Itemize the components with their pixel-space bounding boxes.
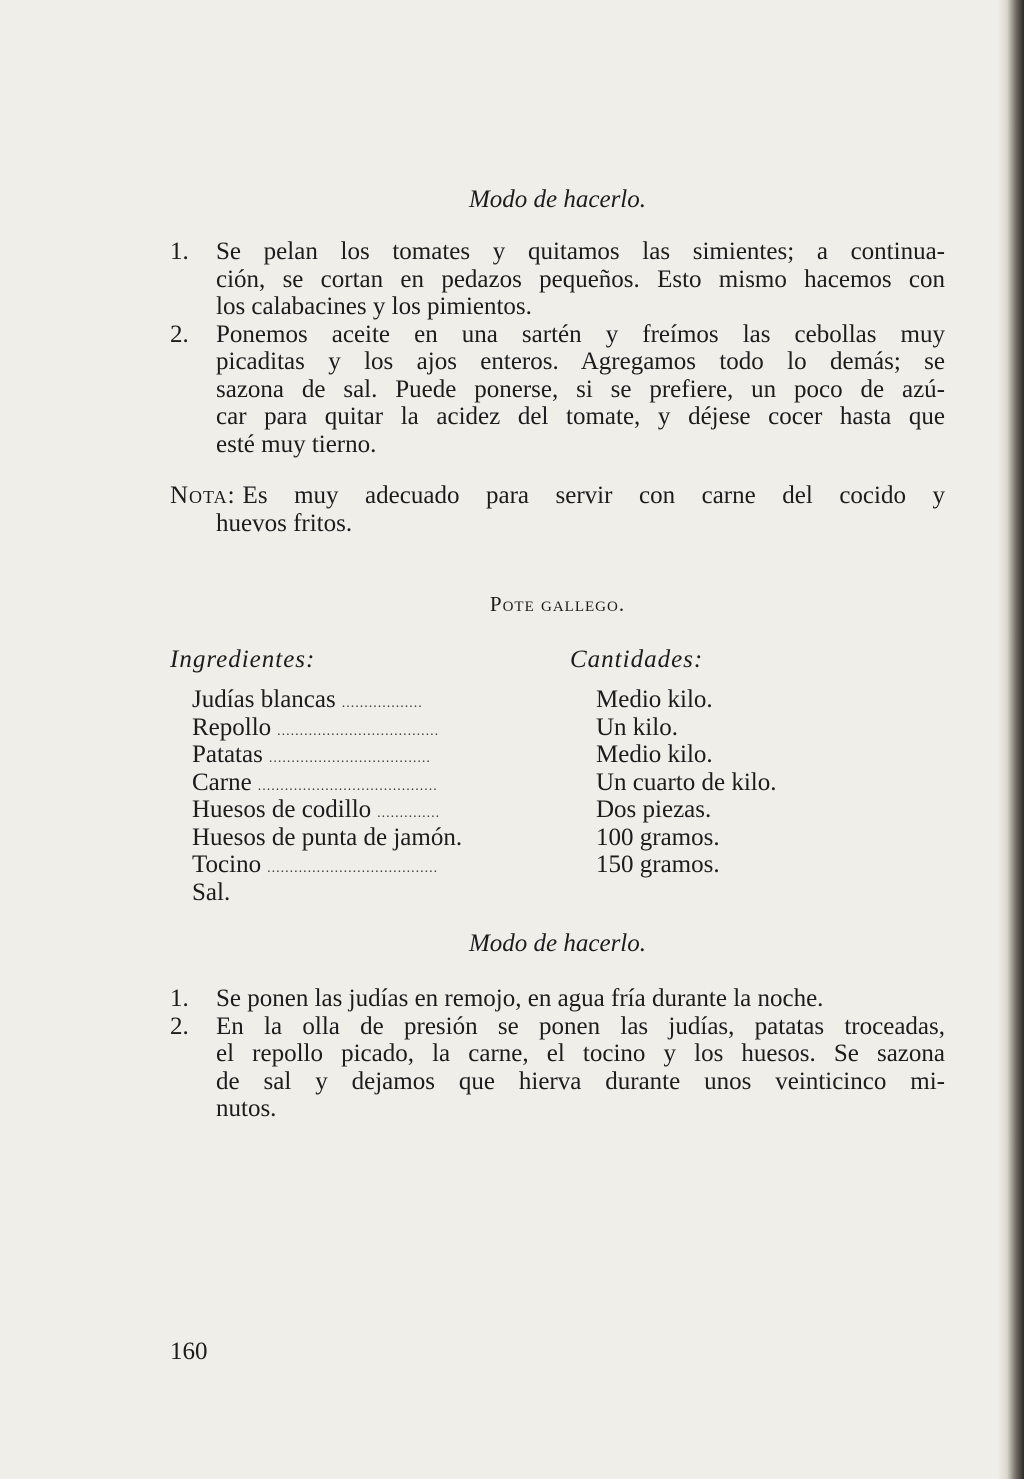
ingredient-item bbox=[192, 714, 542, 742]
ingredients-list bbox=[192, 686, 542, 906]
instruction-step-1 bbox=[170, 238, 945, 321]
ingredient-name: Carne bbox=[192, 769, 258, 796]
quantity-item: Medio kilo. bbox=[596, 741, 713, 768]
ingredient-item bbox=[192, 796, 542, 824]
ingredient-item bbox=[192, 686, 542, 714]
quantity-item: Medio kilo. bbox=[596, 686, 713, 713]
step-number: 1. bbox=[170, 985, 189, 1012]
instructions-list-2 bbox=[170, 985, 945, 1123]
page-number: 160 bbox=[170, 1338, 208, 1365]
step-line: sazona de sal. Puede ponerse, si se prefiere, un poco de azú- bbox=[216, 375, 945, 403]
ingredient-item bbox=[192, 741, 542, 769]
quantities-header: Cantidades: bbox=[570, 646, 704, 673]
section-heading-modo-2: Modo de hacerlo. bbox=[468, 930, 647, 957]
step-line: Se pelan los tomates y quitamos las simientes; a continua- bbox=[216, 238, 945, 265]
ingredient-name: Huesos de punta de jamón. bbox=[192, 824, 468, 851]
ingredients-header: Ingredientes: bbox=[170, 646, 316, 673]
ingredient-name: Huesos de codillo bbox=[192, 796, 377, 823]
section-heading-modo-1: Modo de hacerlo. bbox=[468, 186, 647, 213]
step-line: Se ponen las judías en remojo, en agua fría durante la noche. bbox=[216, 985, 824, 1012]
quantity-item: 150 gramos. bbox=[596, 851, 720, 878]
instruction-step-2 bbox=[170, 321, 945, 459]
dot-leader: ........................................ bbox=[257, 778, 438, 794]
note-line-1 bbox=[170, 482, 945, 510]
note-paragraph bbox=[170, 482, 945, 537]
quantity-item: Un cuarto de kilo. bbox=[596, 768, 777, 796]
instruction-step-1 bbox=[170, 985, 945, 1013]
ingredient-name: Tocino bbox=[192, 851, 267, 878]
ingredient-name: Repollo bbox=[192, 714, 277, 741]
step-line: car para quitar la acidez del tomate, y déjese cocer hasta que bbox=[216, 403, 945, 430]
quantity-item: Un kilo. bbox=[596, 713, 678, 741]
quantity-item: 100 gramos. bbox=[596, 823, 720, 851]
dot-leader: .................................... bbox=[268, 751, 431, 766]
step-line: el repollo picado, la carne, el tocino y los huesos. Se sazona bbox=[216, 1040, 945, 1067]
ingredient-name: Judías blancas bbox=[192, 686, 342, 713]
page-content bbox=[170, 0, 945, 1479]
ingredient-item bbox=[192, 769, 542, 797]
step-line: nutos. bbox=[216, 1095, 277, 1122]
instruction-step-2 bbox=[170, 1013, 945, 1123]
note-line-2: huevos fritos. bbox=[216, 509, 353, 537]
step-number: 2. bbox=[170, 320, 189, 348]
step-line: esté muy tierno. bbox=[216, 430, 377, 458]
ingredient-item bbox=[192, 824, 542, 852]
note-label: Nota: bbox=[170, 482, 236, 509]
quantity-item: Dos piezas. bbox=[596, 796, 712, 823]
recipe-title: Pote gallego. bbox=[489, 592, 626, 616]
ingredient-item bbox=[192, 851, 542, 879]
step-line: Ponemos aceite en una sartén y freímos las cebollas muy bbox=[216, 320, 945, 348]
ingredient-name: Patatas bbox=[192, 741, 269, 768]
step-line: de sal y dejamos que hierva durante unos veinticinco mi- bbox=[216, 1067, 945, 1095]
ingredient-item bbox=[192, 879, 542, 907]
note-text: Es muy adecuado para servir con carne del cocido y bbox=[242, 482, 946, 509]
step-number: 2. bbox=[170, 1012, 189, 1040]
dot-leader: .................. bbox=[341, 696, 423, 711]
step-line: En la olla de presión se ponen las judías, patatas troceadas, bbox=[216, 1012, 945, 1040]
instructions-list-1 bbox=[170, 238, 945, 458]
step-line: ción, se cortan en pedazos pequeños. Esto mismo hacemos con bbox=[216, 265, 945, 293]
dot-leader: ...................................... bbox=[267, 861, 439, 876]
step-line: los calabacines y los pimientos. bbox=[216, 293, 532, 320]
ingredient-name: Sal. bbox=[192, 879, 236, 906]
page-edge-shadow bbox=[998, 0, 1024, 1479]
step-line: picaditas y los ajos enteros. Agregamos todo lo demás; se bbox=[216, 348, 945, 375]
dot-leader: .............. bbox=[377, 806, 441, 821]
quantities-list bbox=[596, 686, 916, 879]
dot-leader: .................................... bbox=[277, 723, 440, 739]
step-number: 1. bbox=[170, 238, 189, 265]
